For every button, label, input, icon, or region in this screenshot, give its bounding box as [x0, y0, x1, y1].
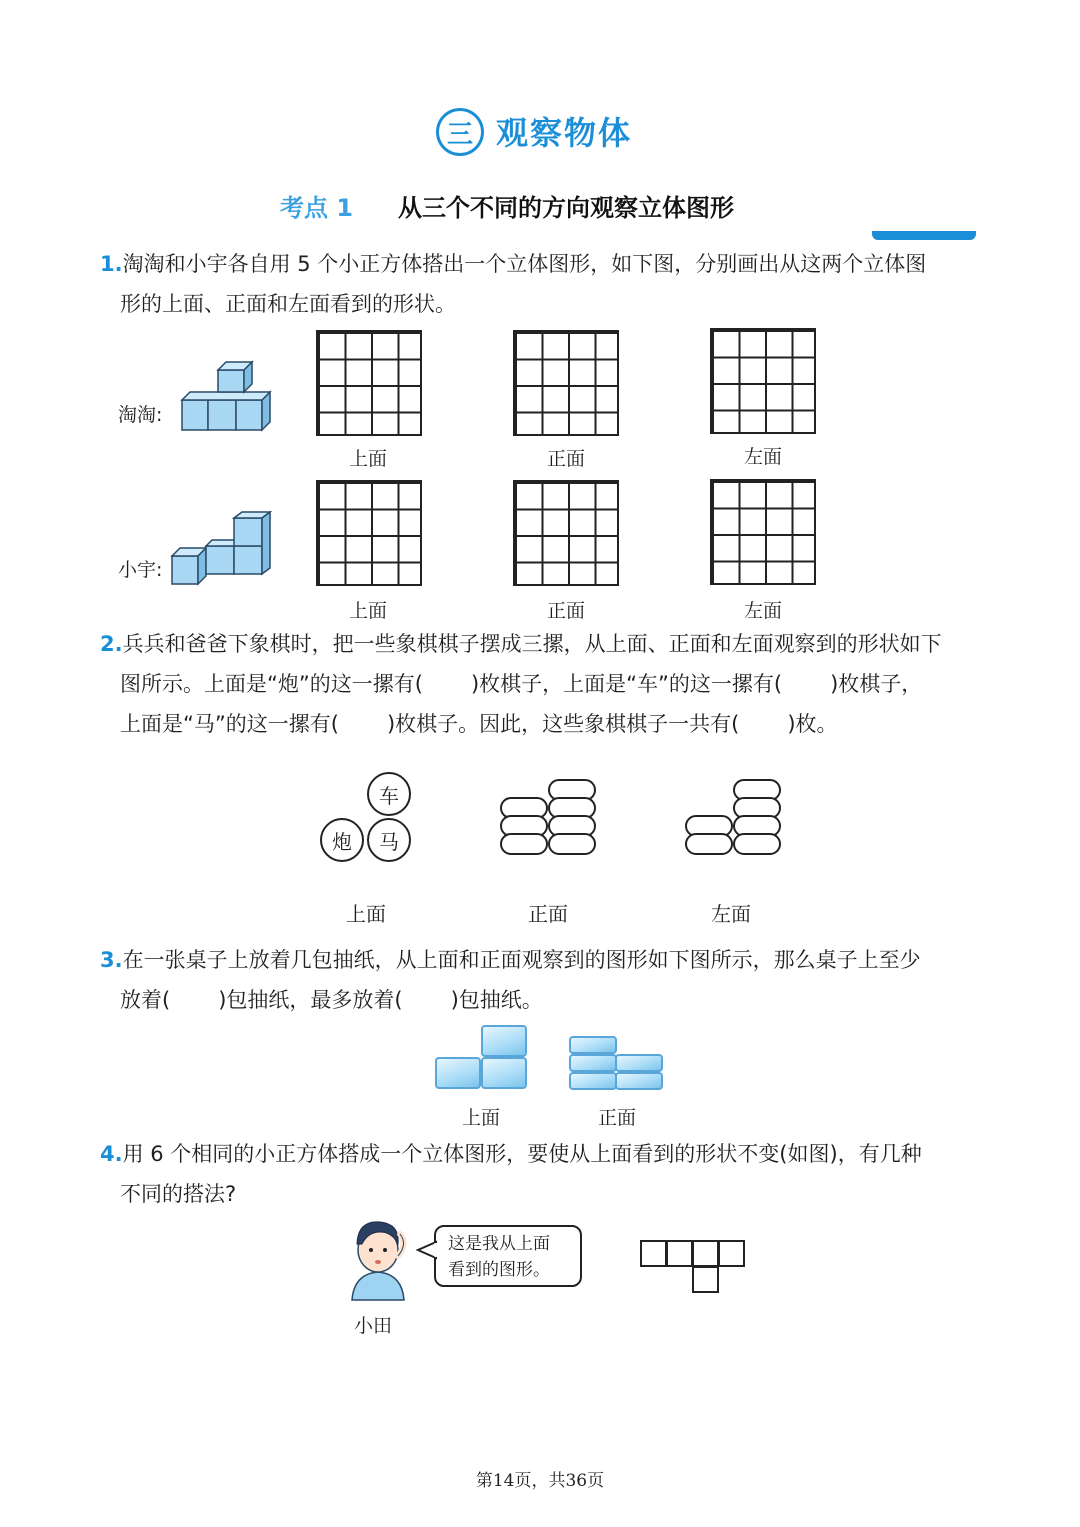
q2-label-left: 左面	[711, 902, 751, 926]
section-badge-text: 三	[446, 119, 473, 150]
question-1	[100, 244, 1000, 324]
q3-line1: 在一张桌子上放着几包抽纸，从上面和正面观察到的图形如下图所示，那么桌子上至少	[122, 948, 921, 972]
chess-piece-ma-label: 马	[379, 829, 399, 854]
xiaoyu-cube-figure	[168, 510, 276, 588]
tissue-box-top-view	[435, 1057, 481, 1089]
tissue-box-front-view	[569, 1072, 617, 1090]
q1-text-line1: 淘淘和小宇各自用 5 个小正方体搭出一个立体图形，如下图，分别画出从这两个立体图	[122, 252, 927, 276]
q2-line1: 兵兵和爸爸下象棋时，把一些象棋棋子摆成三摞，从上面、正面和左面观察到的形状如下	[122, 632, 942, 656]
tissue-box-front-view	[569, 1036, 617, 1054]
question-4	[100, 1134, 1000, 1214]
square-cell	[692, 1266, 719, 1293]
q2-line2a: 图所示。上面是“炮”的这一摞有(	[120, 672, 423, 696]
character-name: 小田	[354, 1315, 393, 1337]
q1-row1-label-left: 左面	[743, 446, 782, 468]
q1-row2-label-top: 上面	[348, 600, 387, 622]
q1-row2-front-grid[interactable]	[513, 480, 619, 586]
q3-number: 3.	[100, 948, 123, 972]
q2-line3a: 上面是“马”的这一摞有(	[120, 712, 339, 736]
chess-piece-che	[367, 772, 411, 816]
boy-xiaotian-illustration	[340, 1214, 418, 1306]
q1-row2-label-front: 正面	[546, 600, 585, 622]
section-badge	[436, 108, 484, 156]
q2-line2b: )枚棋子，上面是“车”的这一摞有(	[470, 672, 783, 696]
q3-label-top: 上面	[461, 1107, 500, 1129]
q1-row1-name: 淘淘:	[118, 404, 163, 426]
q3-label-front: 正面	[597, 1107, 636, 1129]
left-stack-left-disc	[685, 833, 733, 855]
q3-line2c: )包抽纸。	[450, 988, 543, 1012]
q2-line2c: )枚棋子，	[830, 672, 923, 696]
tissue-box-front-view	[569, 1054, 617, 1072]
square-cell	[666, 1240, 693, 1267]
left-stack-right-disc	[733, 833, 781, 855]
speech-line2: 看到的图形。	[448, 1260, 550, 1280]
q1-row2-top-grid[interactable]	[316, 480, 422, 586]
square-cell	[640, 1240, 667, 1267]
q2-label-front: 正面	[528, 902, 568, 926]
q4-line1: 用 6 个相同的小正方体搭成一个立体图形，要使从上面看到的形状不变(如图)，有几种	[122, 1142, 922, 1166]
q1-row2-label-left: 左面	[743, 600, 782, 622]
q2-number: 2.	[100, 632, 123, 656]
q4-number: 4.	[100, 1142, 123, 1166]
q2-line3c: )枚。	[787, 712, 838, 736]
square-cell	[692, 1240, 719, 1267]
tissue-box-front-view	[615, 1054, 663, 1072]
chess-piece-pao	[320, 818, 364, 862]
front-stack-left-disc	[500, 833, 548, 855]
question-3	[100, 940, 1000, 1020]
front-stack-right-disc	[548, 833, 596, 855]
point-label: 考点 1	[280, 194, 354, 222]
q1-number: 1.	[100, 252, 123, 276]
q2-label-top: 上面	[346, 902, 386, 926]
tissue-box-front-view	[615, 1072, 663, 1090]
page-footer: 第14页，共36页	[475, 1471, 605, 1491]
q1-row2-left-grid[interactable]	[710, 479, 816, 585]
page-title: 观察物体	[496, 114, 633, 152]
q4-line2: 不同的搭法?	[120, 1182, 237, 1206]
q1-row1-left-grid[interactable]	[710, 328, 816, 434]
speech-line1: 这是我从上面	[448, 1234, 550, 1254]
chess-piece-ma	[367, 818, 411, 862]
taotao-cube-figure	[178, 360, 278, 436]
q1-row1-label-top: 上面	[348, 448, 387, 470]
square-cell	[718, 1240, 745, 1267]
q3-line2a: 放着(	[120, 988, 171, 1012]
q4-top-view-shape	[640, 1240, 748, 1296]
header-decor-bar	[872, 231, 976, 240]
q2-line3b: )枚棋子。因此，这些象棋棋子一共有(	[386, 712, 740, 736]
point-title: 从三个不同的方向观察立体图形	[398, 194, 734, 222]
q1-row1-front-grid[interactable]	[513, 330, 619, 436]
q1-row2-name: 小宇:	[118, 559, 163, 581]
q3-line2b: )包抽纸，最多放着(	[218, 988, 403, 1012]
q1-text-line2: 形的上面、正面和左面看到的形状。	[120, 292, 456, 316]
speech-bubble-tail	[416, 1240, 438, 1260]
chess-piece-pao-label: 炮	[332, 829, 352, 854]
tissue-box-top-view	[481, 1025, 527, 1057]
q1-row1-top-grid[interactable]	[316, 330, 422, 436]
question-2	[100, 624, 1000, 744]
q1-row1-label-front: 正面	[546, 448, 585, 470]
chess-piece-che-label: 车	[379, 783, 399, 808]
tissue-box-top-view	[481, 1057, 527, 1089]
speech-bubble	[434, 1225, 582, 1287]
